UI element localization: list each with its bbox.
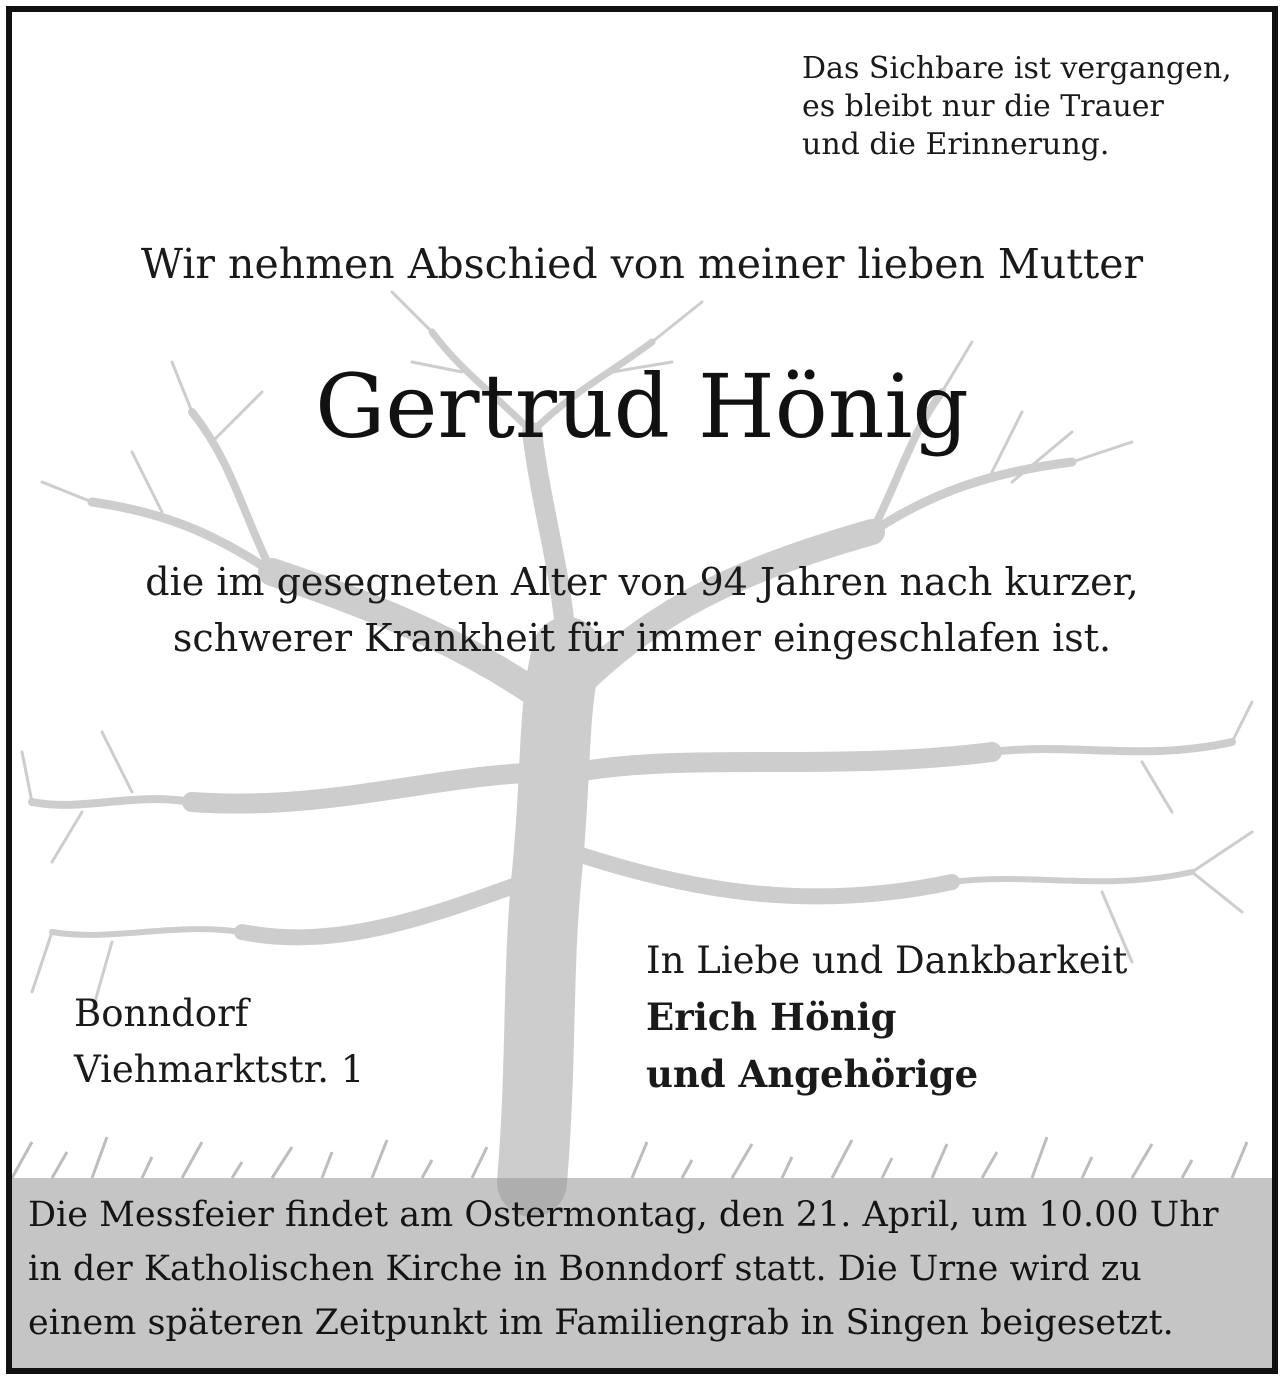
footer-line: in der Katholischen Kirche in Bonndorf statt. Die Urne wird zu: [28, 1249, 1142, 1289]
quote-block: [802, 50, 1252, 164]
address-street: Viehmarktstr. 1: [74, 1048, 365, 1091]
quote-line: und die Erinnerung.: [802, 127, 1110, 162]
tree-silhouette-image: [12, 12, 1272, 1368]
description-line: schwerer Krankheit für immer eingeschlafen ist.: [172, 616, 1112, 660]
quote-line: Das Sichbare ist vergangen,: [802, 51, 1232, 86]
quote-line: es bleibt nur die Trauer: [802, 89, 1164, 124]
description-line: die im gesegneten Alter von 94 Jahren nach kurzer,: [145, 560, 1139, 604]
address-block: [74, 986, 364, 1098]
description-block: [12, 554, 1272, 666]
obituary-card: [6, 6, 1278, 1374]
signoff-block: [646, 932, 1127, 1103]
footer-text: [28, 1188, 1219, 1350]
footer-line: einem späteren Zeitpunkt im Familiengrab in Singen beigesetzt.: [28, 1303, 1174, 1343]
signoff-name: Erich Hönig: [646, 995, 897, 1039]
address-city: Bonndorf: [74, 992, 249, 1035]
footer-line: Die Messfeier findet am Ostermontag, den 21. April, um 10.00 Uhr: [28, 1195, 1219, 1235]
deceased-name: Gertrud Hönig: [315, 355, 969, 458]
intro-text: Wir nehmen Abschied von meiner lieben Mutter: [140, 240, 1144, 288]
signoff-phrase: In Liebe und Dankbarkeit: [646, 939, 1128, 982]
signoff-relatives: und Angehörige: [646, 1052, 979, 1096]
